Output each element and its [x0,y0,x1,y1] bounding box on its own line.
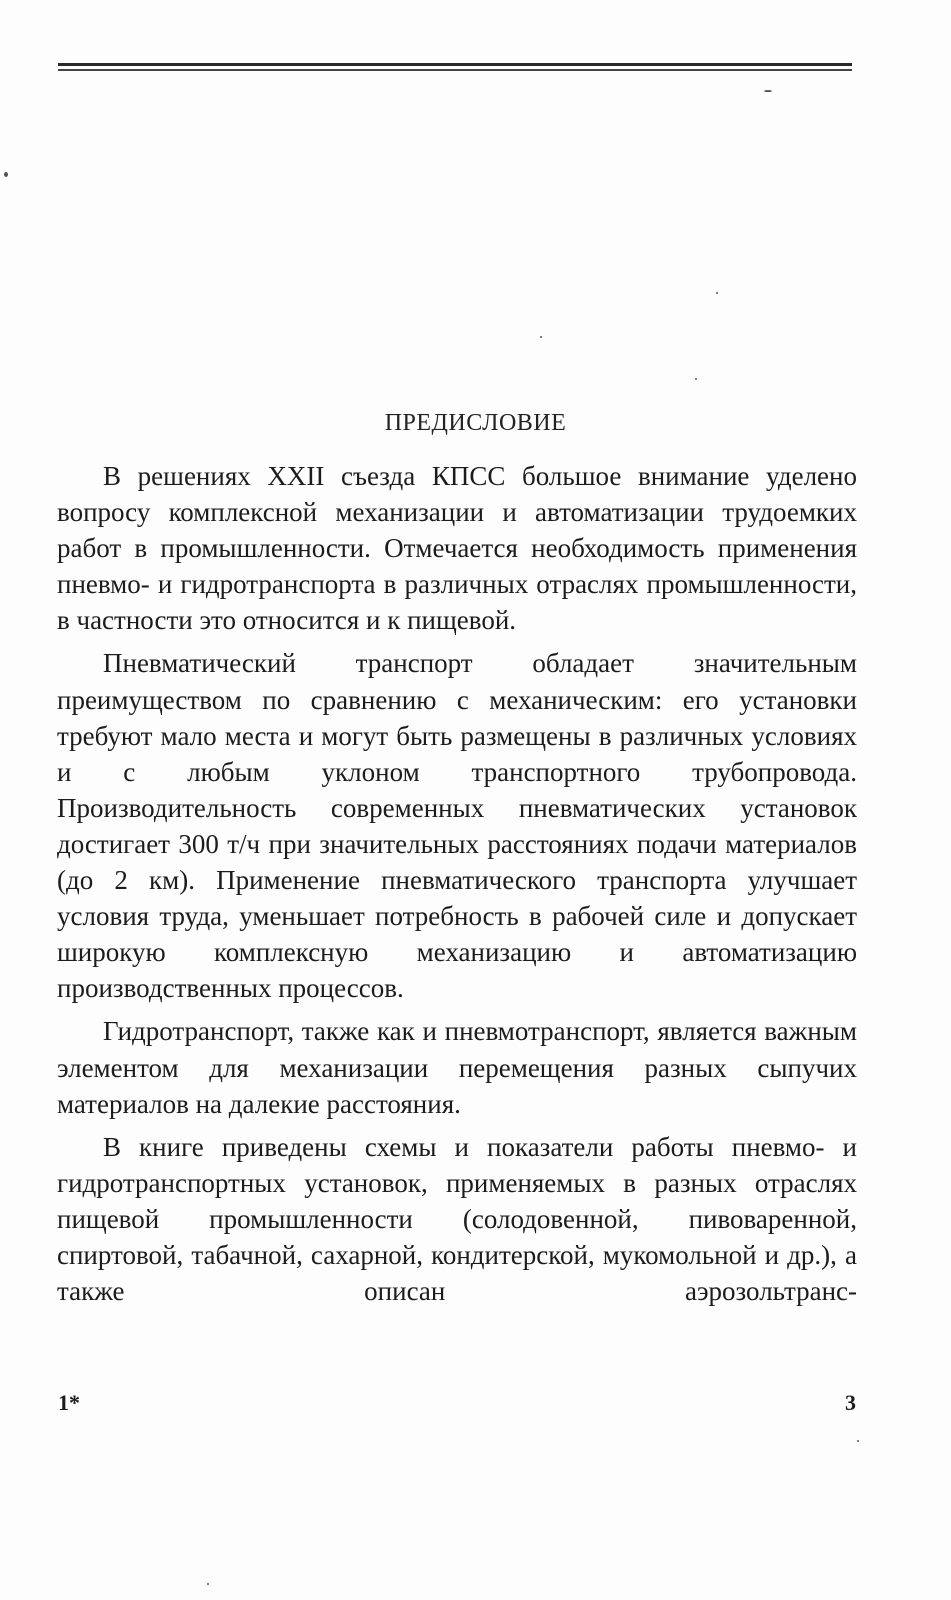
scan-speck [540,336,542,338]
scan-speck [695,378,697,380]
section-heading: ПРЕДИСЛОВИЕ [384,410,567,436]
paragraph: Пневматический транспорт обладает значительным преимуществом по сравнению с механическим: его установки требуют мало места и могут быть размещены в различных условиях и с любым уклоном транспортного трубопровода. Производительность современных пневматических установок достигает 300 т/ч при значительных расстояниях подачи материалов (до 2 км). Применение пневматического транспорта улучшает условия труда, уменьшает потребность в рабочей силе и допускает широкую комплексную механизацию и автоматизацию производственных процессов. [57,648,857,1004]
scan-speck [4,172,8,177]
top-rule [58,63,852,66]
scan-speck [207,1583,209,1585]
scan-speck [764,90,772,92]
paragraph: Гидротранспорт, также как и пневмотранспорт, является важным элементом для механизации перемещения разных сыпучих материалов на далекие расстояния. [57,1016,857,1119]
paragraph: В решениях XXII съезда КПСС большое внимание уделено вопросу комплексной механизации и автоматизации трудоемких работ в промышленности. Отмечается необходимость применения пневмо- и гидротранспорта в различных отраслях промышленности, в частности это относится и к пищевой. [57,461,857,636]
top-rule-thin [58,69,852,71]
scan-speck [716,292,718,294]
scan-speck [857,1440,859,1442]
paragraph: В книге приведены схемы и показатели работы пневмо- и гидротранспортных установок, применяемых в разных отраслях пищевой промышленности (солодовенной, пивоваренной, спиртовой, табачной, сахарной, кондитерской, мукомольной и др.), а также описан аэрозольтранс- [57,1131,857,1307]
signature-mark: 1* [58,1390,80,1415]
body-text [57,458,857,1316]
page-number: 3 [845,1390,856,1415]
